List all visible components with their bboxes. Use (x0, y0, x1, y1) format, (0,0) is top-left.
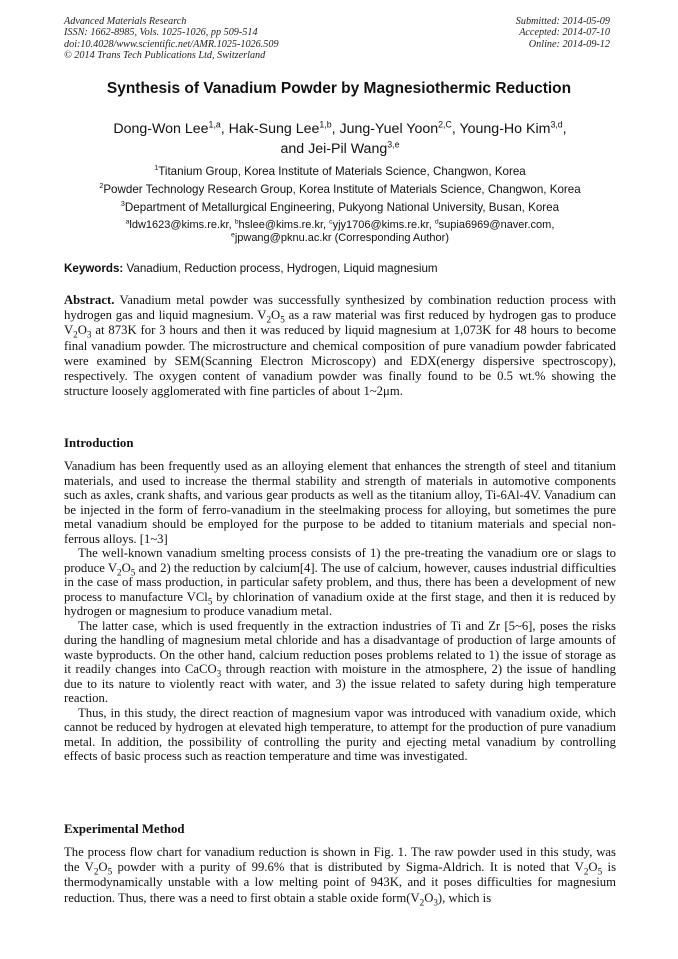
author: Jung-Yuel Yoon$^{2,C}$ (339, 119, 452, 137)
paragraph: Thus, in this study, the direct reaction of magnesium vapor was introduced with vanadium oxide, which cannot be reduced by hydrogen at elevated high temperature, to attempt for the production of pure vanadium metal. In addition, the possibility of controlling the purity and ejecting metal vanadium by controlling effects of basic process such as reaction temperature and time was investigated. (64, 705, 616, 763)
author: and Jei-Pil Wang$^{3,e}$ (280, 139, 400, 157)
email[interactable]: supia6969@naver.com (438, 219, 552, 231)
abstract: Abstract. Vanadium metal powder was successfully synthesized by combination reduction process with hydrogen gas and liquid magnesium. $V_2O_5$ as a raw material was first reduced by hydrogen gas to produce $V_2O_3$ at 873K for 3 hours and then it was reduced by liquid magnesium at 1,073K for 48 hours to become final vanadium powder. The microstructure and chemical composition of pure vanadium powder fabricated were examined by SEM(Scanning Electron Microscopy) and EDX(energy dispersive spectroscopy), respectively. The oxygen content of vanadium powder was finally found to be 0.5 wt.% showing the structure loosely agglomerated with fine particles of about 1~2μm. (64, 293, 616, 399)
journal-info (64, 16, 279, 62)
author: Young-Ho Kim$^{3,d}$ (459, 119, 563, 137)
online-date: Online: 2014-09-12 (528, 38, 610, 50)
introduction-body (64, 459, 616, 764)
submitted-date: Submitted: 2014-05-09 (515, 16, 610, 27)
accepted-date: Accepted: 2014-07-10 (519, 27, 610, 39)
paragraph: The well-known vanadium smelting process consists of 1) the pre-treating the vanadium ore or slags to produce $V_2O_5$ and 2) the reduction by calcium[4]. The use of calcium, however, causes industrial difficulties in the case of mass production, in particular safety problem, and thus, there has been a development of new process to manufacture VCl$_5$ by chlorination of vanadium oxide at the first stage, and then it is reduced by hydrogen or magnesium to produce vanadium metal. (64, 546, 617, 618)
keywords-label: Keywords: (64, 262, 124, 275)
journal-doi: doi:10.4028/www.scientific.net/AMR.1025-1026.509 (64, 38, 279, 50)
paragraph: The latter case, which is used frequently in the extraction industries of Ti and Zr [5~6], poses the risks during the handling of magnesium metal chloride and has a disadvantage of production of large amounts of waste byproducts. On the other hand, calcium reduction poses problems related to 1) the issue of storage as it readily changes into CaCO$_3$ through reaction with moisture in the atmosphere, 2) the issue of handling due to its nature to violently react with water, and 3) the issue related to safety during high temperature reaction. (64, 618, 616, 705)
affiliation: $^3$Department of Metallurgical Engineering, Pukyong National University, Busan, Korea (120, 199, 560, 215)
abstract-label: Abstract. (64, 293, 115, 307)
submission-dates (516, 16, 610, 50)
journal-issn: ISSN: 1662-8985, Vols. 1025-1026, pp 509-514 (64, 27, 258, 39)
experimental-body (64, 845, 616, 906)
affiliation: $^1$Titanium Group, Korea Institute of Materials Science, Changwon, Korea (154, 163, 526, 178)
email[interactable]: ldw1623@kims.re.kr (129, 219, 229, 231)
journal-name: Advanced Materials Research (64, 16, 187, 27)
author: Hak-Sung Lee$^{1,b}$ (228, 119, 332, 137)
journal-copyright: © 2014 Trans Tech Publications Ltd, Switzerland (64, 50, 266, 62)
email[interactable]: yjy1706@kims.re.kr (332, 219, 429, 231)
experimental-heading: Experimental Method (64, 822, 185, 836)
email-list: $^a$ldw1623@kims.re.kr, $^b$hslee@kims.re.kr, $^c$yjy1706@kims.re.kr, $^d$supia6969@naver.com, $^e$jpwang@pknu.ac.kr (Corresponding Author) (125, 218, 555, 245)
keywords (64, 262, 616, 275)
author: Dong-Won Lee$^{1,a}$ (113, 119, 221, 137)
affiliation-list (40, 163, 640, 218)
paragraph: Vanadium has been frequently used as an alloying element that enhances the strength of steel and titanium materials, and used to increase the thermal stability and strength of materials in automotive components such as axles, crank shafts, and various gear products as well as the titanium alloy, Ti-6Al-4V. Vanadium can be injected in the form of ferro-vanadium in the steelmaking process for alloying, but sometimes the pure metal vanadium should be employed for the purpose to be added to titanium materials and special non-ferrous alloys. [1~3] (64, 459, 616, 546)
email[interactable]: jpwang@pknu.ac.kr (Corresponding Author) (234, 232, 449, 245)
author-list: Dong-Won Lee$^{1,a}$, Hak-Sung Lee$^{1,b}$, Jung-Yuel Yoon$^{2,C}$, Young-Ho Kim$^{3,d}$, and Jei-Pil Wang$^{3,e}$ (113, 119, 567, 157)
paragraph: The process flow chart for vanadium reduction is shown in Fig. 1. The raw powder used in this study, was the $V_2O_5$ powder with a purity of 99.6% that is distributed by Sigma-Aldrich. It is noted that $V_2O_5$ is thermodynamically unstable with a low melting point of 943K, and it poses difficulties for magnesium reduction. Thus, there was a need to first obtain a stable oxide $form(V_2O_3)$, which is (64, 845, 617, 908)
introduction-heading: Introduction (64, 436, 134, 450)
keywords-text: Vanadium, Reduction process, Hydrogen, Liquid magnesium (126, 262, 438, 275)
email[interactable]: hslee@kims.re.kr (238, 219, 324, 231)
paper-title: Synthesis of Vanadium Powder by Magnesiothermic Reduction (106, 80, 572, 97)
affiliation: $^2$Powder Technology Research Group, Korea Institute of Materials Science, Changwon, Korea (99, 181, 581, 197)
